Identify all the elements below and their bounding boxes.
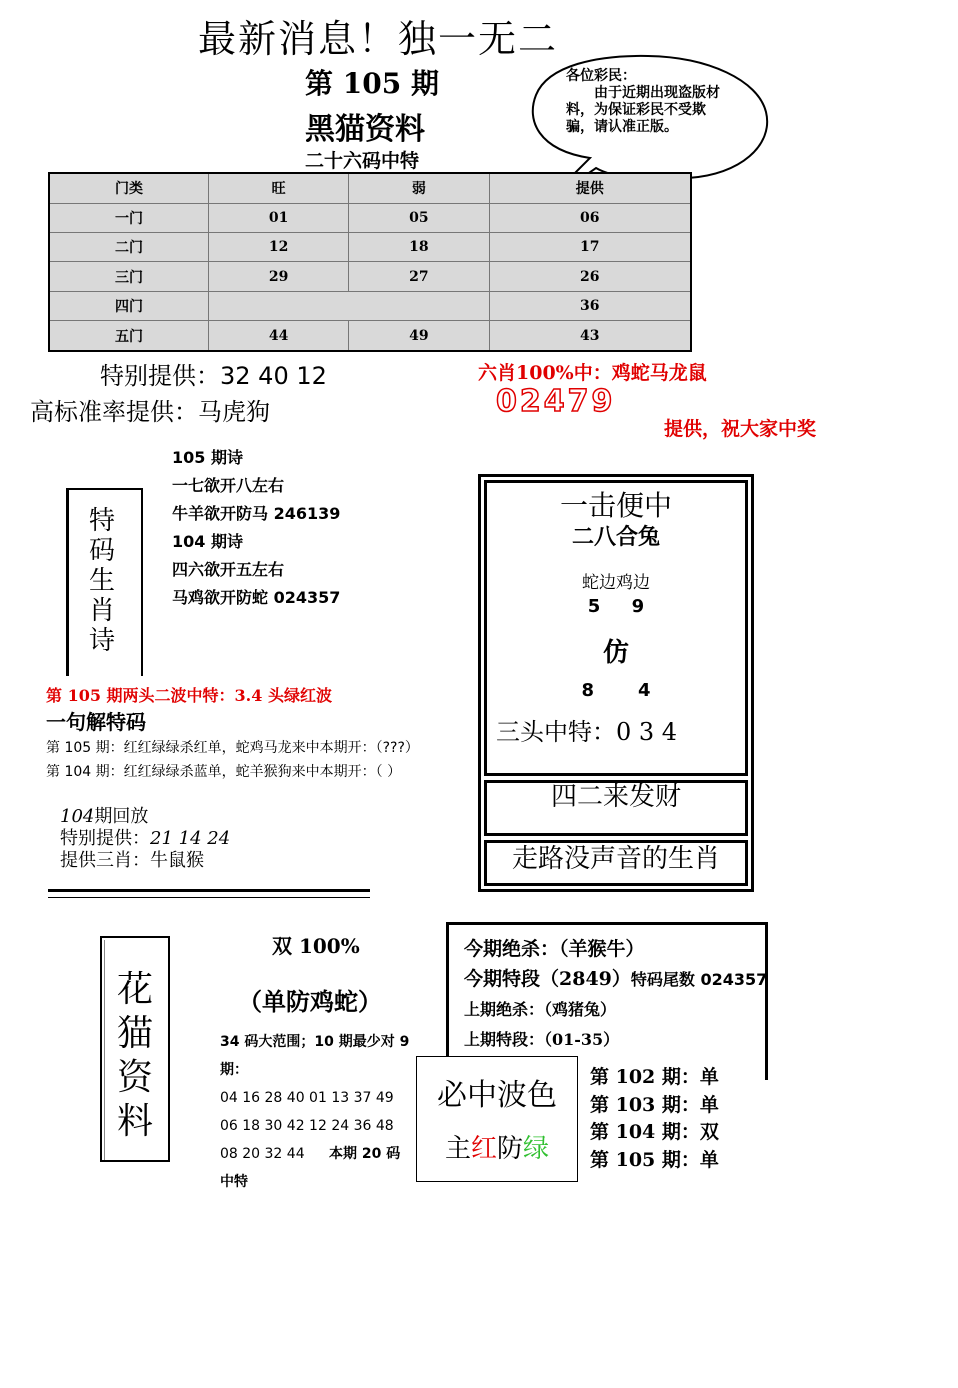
- table-cell: 06: [489, 203, 691, 232]
- notice-text: [566, 68, 726, 136]
- wave-lv: 绿: [523, 1134, 550, 1164]
- kill-line: 上期特段：（01-35）: [464, 1030, 620, 1049]
- poem-line: 105 期诗: [172, 448, 243, 467]
- table-cell: 12: [209, 233, 349, 262]
- issue-number: 第 105 期: [305, 67, 439, 100]
- number: 9: [631, 596, 645, 617]
- poem-line: 104 期诗: [172, 532, 243, 551]
- period-105-line: 第 105 期：红红绿绿杀红单，蛇鸡马龙来中本期开：（???）: [46, 740, 419, 756]
- wave-hong: 红: [470, 1134, 497, 1164]
- notice-body: 由于近期出现盗版材料，为保证彩民不受欺骗，请认准正版。: [566, 85, 720, 135]
- door-table: [48, 172, 692, 352]
- kill-box-edge: [765, 1056, 768, 1080]
- range-line: 06 18 30 42 12 24 36 48: [220, 1118, 394, 1134]
- period-list: [590, 1064, 719, 1174]
- table-cell: 18: [349, 233, 489, 262]
- danfang-text: （单防鸡蛇）: [238, 987, 382, 1016]
- one-sentence-title: 一句解特码: [46, 710, 146, 734]
- table-cell: 43: [489, 321, 691, 351]
- table-cell: 36: [489, 291, 691, 320]
- santou-text: 三头中特：0 3 4: [496, 718, 678, 746]
- period-104-line: 第 104 期：红红绿绿杀蓝单，蛇羊猴狗来中本期开：（ ）: [46, 764, 402, 780]
- table-cell: 五门: [49, 321, 209, 351]
- poem-line: 牛羊欲开防马 246139: [172, 504, 341, 523]
- number-pair: [484, 596, 748, 617]
- replay-special-label: 特别提供：: [60, 828, 150, 849]
- range-line: 04 16 28 40 01 13 37 49: [220, 1090, 394, 1106]
- two-heads-line: 第 105 期两头二波中特：3.4 头绿红波: [46, 686, 332, 705]
- period-item: 第 103 期：单: [590, 1093, 719, 1116]
- poem-line: 四六欲开五左右: [172, 560, 285, 579]
- table-header: 旺: [209, 173, 349, 203]
- table-header-row: [49, 173, 691, 203]
- table-cell: 49: [349, 321, 489, 351]
- period-item: 第 104 期：双: [590, 1121, 719, 1143]
- kill-line: 今期绝杀：（羊猴牛）: [464, 938, 645, 960]
- table-cell: 01: [209, 203, 349, 232]
- number: 4: [637, 680, 651, 701]
- number: 5: [587, 596, 601, 617]
- poem-lines: [172, 444, 340, 612]
- zoulu-text: 走路没声音的生肖: [511, 844, 720, 874]
- number-pair: [484, 680, 748, 701]
- table-row: [49, 321, 691, 351]
- poem-line: 马鸡欲开防蛇 024357: [172, 588, 341, 607]
- replay-three-value: 牛鼠猴: [150, 850, 204, 871]
- yiji-text: 一击便中: [559, 489, 672, 522]
- high-accuracy: 高标准率提供：马虎狗: [30, 398, 270, 426]
- table-cell: [209, 291, 490, 320]
- period-item: 第 102 期：单: [590, 1066, 719, 1088]
- replay-special-value: 21 14 24: [150, 828, 231, 849]
- table-cell: 29: [209, 262, 349, 291]
- table-cell: 05: [349, 203, 489, 232]
- six-xiao: 六肖100%中：鸡蛇马龙鼠: [478, 362, 707, 384]
- wave-fang: 防: [497, 1134, 524, 1164]
- wave-subtitle: [416, 1128, 578, 1165]
- poem-line: 一七欲开八左右: [172, 476, 285, 495]
- table-cell: 三门: [49, 262, 209, 291]
- kill-line: 上期绝杀：（鸡猪兔）: [464, 1000, 617, 1019]
- replay-title: 期回放: [94, 806, 149, 827]
- page-title: 最新消息！独一无二: [198, 17, 559, 61]
- range-line: 08 20 32 44: [220, 1146, 305, 1162]
- special-value: 32 40 12: [220, 362, 327, 390]
- table-cell: 四门: [49, 291, 209, 320]
- table-cell: 26: [489, 262, 691, 291]
- table-row: [49, 203, 691, 232]
- poem-label: 特码生肖诗: [88, 506, 115, 656]
- shuang-text: 双 100%: [272, 934, 360, 958]
- table-header: 提供: [489, 173, 691, 203]
- number: 8: [581, 680, 595, 701]
- wave-zhu: 主: [444, 1134, 471, 1164]
- notice-greeting: 各位彩民：: [566, 68, 636, 84]
- table-cell: 44: [209, 321, 349, 351]
- table-header: 门类: [49, 173, 209, 203]
- subtitle: 二十六码中特: [305, 150, 420, 172]
- special-offer: [100, 356, 327, 391]
- replay-three-label: 提供三肖：: [60, 850, 150, 871]
- table-cell: 二门: [49, 233, 209, 262]
- divider: [48, 889, 370, 898]
- sier-text: 四二来发财: [550, 782, 681, 812]
- table-row: [49, 291, 691, 320]
- special-label: 特别提供：: [100, 362, 220, 390]
- period-item: 第 105 期：单: [590, 1148, 719, 1171]
- table-cell: 一门: [49, 203, 209, 232]
- huamao-label: 花猫资料: [116, 969, 153, 1142]
- table-row: [49, 233, 691, 262]
- kill-lines: [464, 934, 767, 1055]
- wish-text: 提供，祝大家中奖: [664, 418, 817, 440]
- table-row: [49, 262, 691, 291]
- kill-line: 今期特段（2849）: [464, 968, 631, 990]
- replay-issue: 104: [60, 806, 95, 827]
- range-block: [220, 1028, 410, 1196]
- erba-text: 二八合兔: [571, 524, 660, 550]
- publication-name: 黑猫资料: [305, 112, 425, 147]
- kill-tail: 特码尾数 024357: [630, 970, 768, 989]
- table-cell: 27: [349, 262, 489, 291]
- table-header: 弱: [349, 173, 489, 203]
- range-title: 34 码大范围；10 期最少对 9 期：: [220, 1034, 410, 1078]
- range-tail: 本期 20 码中特: [220, 1146, 401, 1190]
- shebian-text: 蛇边鸡边: [582, 573, 650, 593]
- replay-block: [60, 806, 230, 872]
- table-cell: 17: [489, 233, 691, 262]
- wave-title: 必中波色: [437, 1078, 557, 1113]
- code-number: 02479: [496, 384, 616, 419]
- fang-text: 仿: [602, 638, 629, 668]
